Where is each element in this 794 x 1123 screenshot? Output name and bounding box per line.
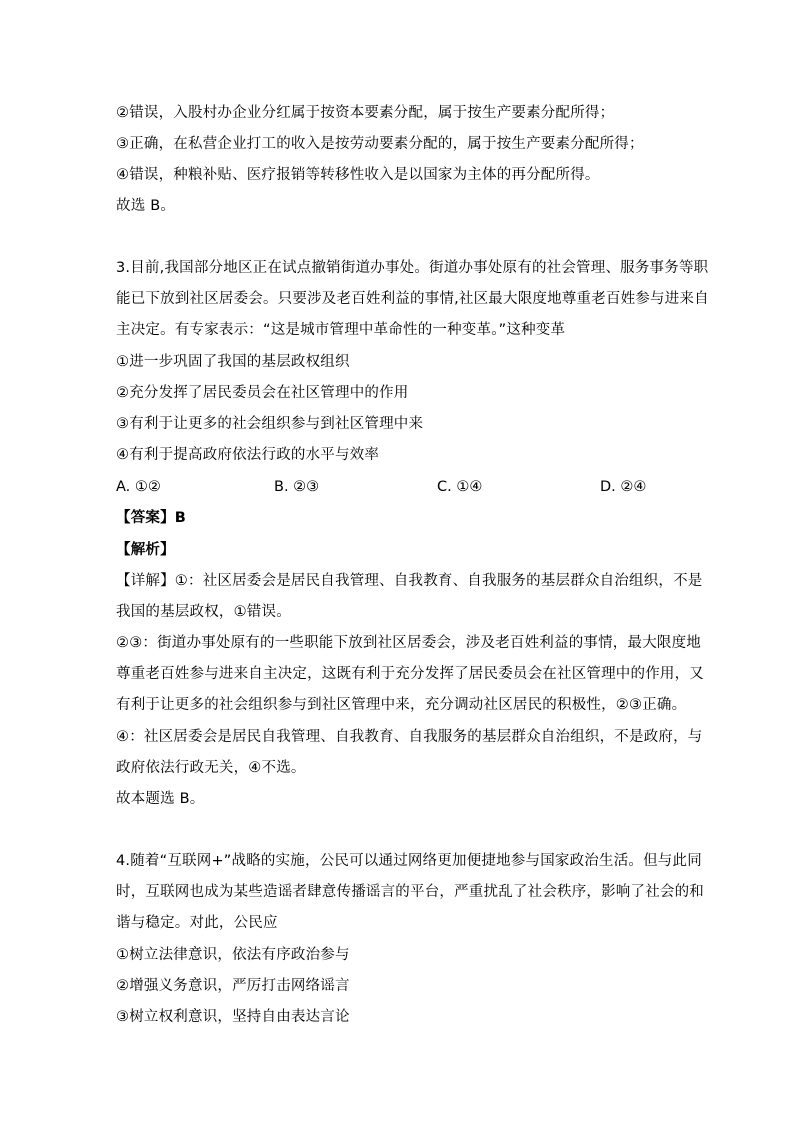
q3-explanation-line-2: 我国的基层政权，①错误。 [116, 604, 291, 620]
q3-statement-2: ②充分发挥了居民委员会在社区管理中的作用 [116, 385, 409, 401]
q3-statement-4: ④有利于提高政府依法行政的水平与效率 [116, 447, 380, 463]
q3-stem-line-1: 3.目前,我国部分地区正在试点撤销街道办事处。街道办事处原有的社会管理、服务事务等职 [116, 260, 709, 276]
q3-statement-3: ③有利于让更多的社会组织参与到社区管理中来 [116, 416, 424, 432]
q3-explanation-line-5: 有利于让更多的社会组织参与到社区管理中来，充分调动社区居民的积极性，②③正确。 [116, 697, 687, 713]
q3-option-b: B. ②③ [274, 479, 320, 495]
q3-option-a: A. ①② [116, 479, 161, 495]
prev-solution-conclusion: 故选 B。 [116, 198, 176, 214]
q4-stem-line-1: 4.随着“互联网+”战略的实施，公民可以通过网络更加便捷地参与国家政治生活。但与此同 [116, 853, 702, 869]
q4-statement-2: ②增强义务意识，严厉打击网络谣言 [116, 978, 350, 994]
q3-explanation-line-1: 【详解】①：社区居委会是居民自我管理、自我教育、自我服务的基层群众自治组织，不是 [116, 573, 703, 589]
q3-explanation-line-4: 尊重老百姓参与进来自主决定，这既有利于充分发挥了居民委员会在社区管理中的作用，又 [116, 666, 704, 682]
prev-solution-line-4: ④错误，种粮补贴、医疗报销等转移性收入是以国家为主体的再分配所得。 [116, 167, 600, 183]
q3-explanation-line-6: ④：社区居委会是居民自我管理、自我教育、自我服务的基层群众自治组织，不是政府，与 [116, 729, 703, 745]
q3-statement-1: ①进一步巩固了我国的基层政权组织 [116, 354, 350, 370]
prev-solution-line-3: ③正确，在私营企业打工的收入是按劳动要素分配的，属于按生产要素分配所得； [116, 136, 644, 152]
q3-option-d: D. ②④ [600, 479, 647, 495]
q4-stem-line-2: 时，互联网也成为某些造谣者肆意传播谣言的平台，严重扰乱了社会秩序，影响了社会的和 [116, 884, 704, 900]
q3-explanation-line-3: ②③：街道办事处原有的一些职能下放到社区居委会，涉及老百姓利益的事情，最大限度地 [116, 635, 701, 651]
q3-explanation-line-7: 政府依法行政无关，④不选。 [116, 760, 306, 776]
q3-answer: 【答案】B [116, 510, 187, 526]
q4-stem-line-3: 谐与稳定。对此，公民应 [116, 915, 278, 931]
q4-statement-3: ③树立权利意识，坚持自由表达言论 [116, 1009, 350, 1025]
q3-option-c: C. ①④ [437, 479, 483, 495]
q4-statement-1: ①树立法律意识，依法有序政治参与 [116, 947, 350, 963]
q3-analysis-label: 【解析】 [116, 542, 175, 558]
prev-solution-line-2: ②错误，入股村办企业分红属于按资本要素分配，属于按生产要素分配所得； [116, 105, 615, 121]
q3-conclusion: 故本题选 B。 [116, 791, 205, 807]
q3-stem-line-3: 主决定。有专家表示：“这是城市管理中革命性的一种变革。”这种变革 [116, 322, 566, 338]
q3-stem-line-2: 能已下放到社区居委会。只要涉及老百姓利益的事情,社区最大限度地尊重老百姓参与进来自 [116, 291, 709, 307]
